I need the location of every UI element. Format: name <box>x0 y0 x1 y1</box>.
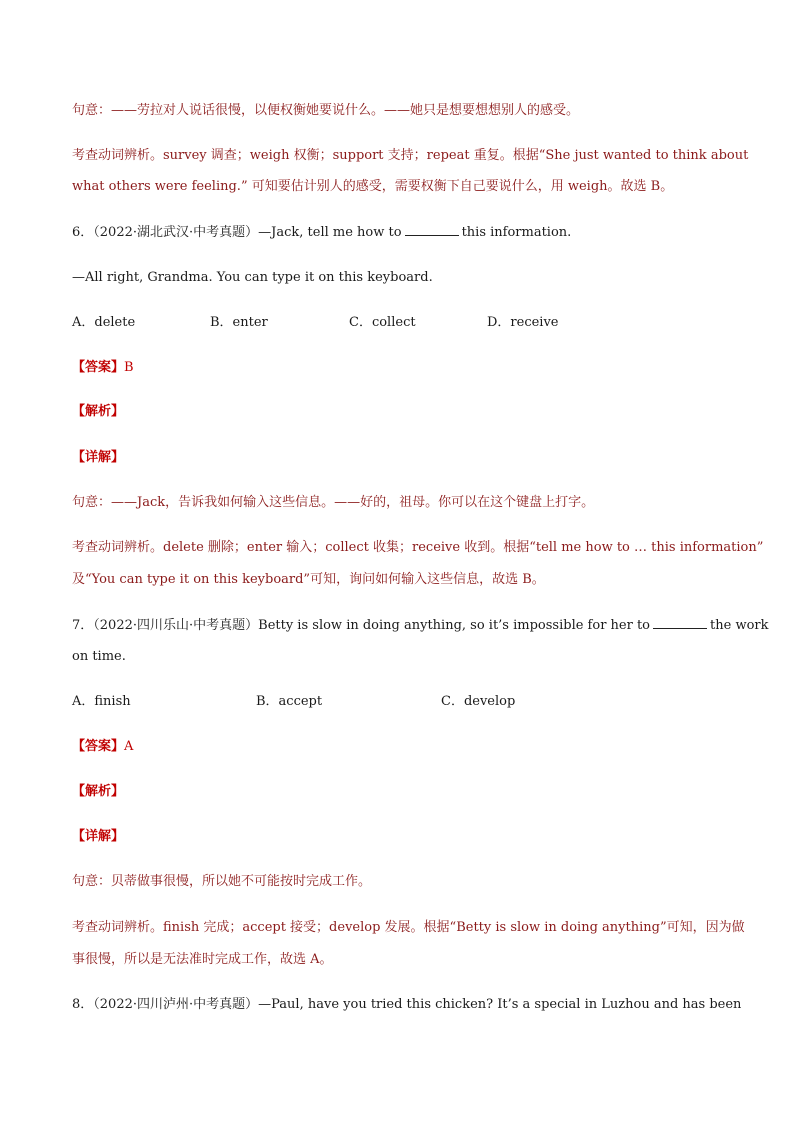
q8-stem-text: —Paul, have you tried this chicken? It’s a special in Luzhou and has been <box>258 997 742 1012</box>
q7-answer <box>72 738 722 756</box>
q7-stem-part-b: the work <box>710 618 769 633</box>
q8-number: 8． <box>72 997 94 1012</box>
q6-detail-label: 【详解】 <box>72 450 125 465</box>
q7-blank <box>653 616 707 629</box>
q5-analysis-line-1: 考查动词辨析。survey 调查；weigh 权衡；support 支持；repeat 重复。根据“She just wanted to think about <box>72 148 749 163</box>
q6-stem-part-b: this information. <box>461 225 572 240</box>
q6-stem-part-a: —Jack, tell me how to <box>258 225 402 240</box>
q6-meaning: 句意：——Jack，告诉我如何输入这些信息。——好的，祖母。你可以在这个键盘上打字。 <box>72 495 595 510</box>
q7-analysis-line-1: 考查动词辨析。finish 完成；accept 接受；develop 发展。根据“Betty is slow in doing anything”可知，因为做 <box>72 920 745 935</box>
q6-option-c: C．collect <box>349 315 416 330</box>
q7-number: 7． <box>72 618 94 633</box>
q7-option-b: B．accept <box>256 694 323 709</box>
q6-option-d: D．receive <box>487 315 559 330</box>
q6-number: 6． <box>72 225 94 240</box>
q6-blank <box>405 223 459 236</box>
q7-meaning: 句意：贝蒂做事很慢，所以她不可能按时完成工作。 <box>72 874 372 889</box>
q6-line-2: —All right, Grandma. You can type it on this keyboard. <box>72 270 433 285</box>
q6-answer-label: 【答案】 <box>72 360 125 375</box>
q6-analysis-line-1: 考查动词辨析。delete 删除；enter 输入；collect 收集；receive 收到。根据“tell me how to … this information” <box>72 540 764 555</box>
q7-stem-part-a: Betty is slow in doing anything, so it’s impossible for her to <box>258 618 651 633</box>
q7-option-c: C．develop <box>441 694 516 709</box>
q6-analysis-label: 【解析】 <box>72 404 125 419</box>
q6-source: （2022·湖北武汉·中考真题） <box>93 225 259 240</box>
q6-option-a: A．delete <box>72 315 136 330</box>
q6-analysis-line-2: 及“You can type it on this keyboard”可知，询问如何输入这些信息，故选 B。 <box>72 572 545 587</box>
q6-stem <box>72 223 722 242</box>
q7-analysis-label: 【解析】 <box>72 784 125 799</box>
q7-option-a: A．finish <box>72 694 131 709</box>
q7-stem <box>72 616 769 635</box>
q7-stem-line-2: on time. <box>72 649 126 664</box>
q7-analysis-line-2: 事很慢，所以是无法准时完成工作，故选 A。 <box>72 952 333 967</box>
q6-answer-value: B <box>124 360 134 375</box>
q6-answer <box>72 359 722 377</box>
q7-answer-label: 【答案】 <box>72 739 125 754</box>
q5-meaning: 句意：——劳拉对人说话很慢，以便权衡她要说什么。——她只是想要想想别人的感受。 <box>72 103 580 118</box>
q6-option-b: B．enter <box>210 315 268 330</box>
q8-source: （2022·四川泸州·中考真题） <box>93 997 259 1012</box>
q7-source: （2022·四川乐山·中考真题） <box>93 618 259 633</box>
q5-analysis-line-2: what others were feeling.” 可知要估计别人的感受，需要权衡下自己要说什么，用 weigh。故选 B。 <box>72 179 674 194</box>
q7-answer-value: A <box>124 739 134 754</box>
q8-stem <box>72 996 742 1014</box>
q7-detail-label: 【详解】 <box>72 829 125 844</box>
